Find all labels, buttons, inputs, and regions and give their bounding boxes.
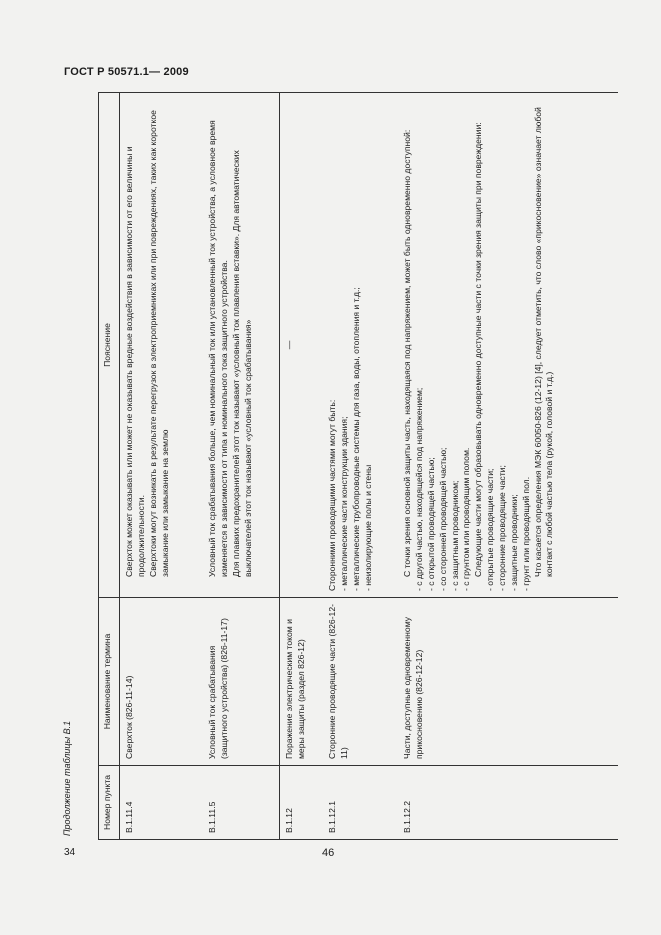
explanation-line: Для плавких предохранителей этот ток называют «условный ток плавления вставки». Для автоматических выключателей этот ток называют «условный ток срабатывания»: [231, 150, 254, 577]
row-number: В.1.12.1: [323, 766, 398, 840]
row-term: Условный ток срабатывания (защитного устройства) (826-11-17): [203, 598, 279, 766]
col-header-number: Номер пункта: [99, 766, 120, 840]
explanation-line: - с другой частью, находящейся под напряжением;: [413, 387, 424, 591]
explanation-line: С точки зрения основной защиты часть, находящаяся под напряжением, может быть одновременно доступной:: [402, 129, 413, 577]
explanation-line: - металлические трубопроводные системы для газа, воды, отопления и т.д.;: [350, 287, 361, 591]
explanation-line: - неизолирующие полы и стены: [362, 464, 373, 591]
explanation-line: Следующие части могут образовывать одновременно доступные части с точки зрения защиты при повреждении:: [473, 122, 484, 577]
row-term: Части, доступные одновременному прикосновению (826-12-12): [398, 598, 618, 766]
table-caption: Продолжение таблицы В.1: [62, 720, 72, 836]
explanation-line: - с защитным проводником;: [449, 480, 460, 591]
explanation-line: - со сторонней проводящей частью;: [437, 447, 448, 591]
row-term: Поражение электрическим током и меры защиты (раздел 826-12): [279, 598, 323, 766]
explanation-line: - защитные проводники;: [508, 494, 519, 591]
row-explanation: [120, 93, 204, 598]
row-explanation: [398, 93, 618, 598]
terms-table: [98, 92, 618, 840]
row-term: Сторонние проводящие части (826-12-11): [323, 598, 398, 766]
row-term: Сверхток (826-11-14): [120, 598, 204, 766]
col-header-term: Наименование термина: [99, 598, 120, 766]
explanation-line: - грунт или проводящий пол.: [520, 476, 531, 591]
table-header-row: [99, 93, 120, 840]
row-explanation: [323, 93, 398, 598]
explanation-line: Что касается определения МЭК 60050-826 (12-12) [4], следует отметить, что слово «прикосновение» означает любой контакт с любой частью тела (рукой, головой и т.д.): [532, 107, 555, 577]
row-number: В.1.12: [279, 766, 323, 840]
explanation-line: - открытые проводящие части;: [485, 468, 496, 591]
table-row: [120, 93, 204, 840]
explanation-line: Сверхток может оказывать или может не оказывать вредные воздействия в зависимости от его величины и продолжительности.: [124, 146, 146, 577]
explanation-line: Сторонними проводящими частями могут быть:: [326, 399, 337, 591]
col-header-explanation: Пояснение: [99, 93, 120, 598]
standard-title: ГОСТ Р 50571.1— 2009: [64, 66, 189, 78]
row-number: В.1.12.2: [398, 766, 618, 840]
table-row: [398, 93, 618, 840]
table-row: [323, 93, 398, 840]
row-number: В.1.11.4: [120, 766, 204, 840]
row-explanation: —: [279, 93, 323, 598]
page-number-left: 34: [64, 847, 76, 858]
row-number: В.1.11.5: [203, 766, 279, 840]
rotated-table-area: [62, 90, 622, 840]
page-number-center: 46: [322, 847, 335, 859]
explanation-line: - металлические части конструкции здания;: [338, 416, 349, 591]
explanation-line: - с открытой проводящей частью;: [425, 457, 436, 591]
explanation-line: Условный ток срабатывания больше, чем номинальный ток или установленный ток устройства, а условное время изменяется в зависимости от типа и номинального тока защитного устройства.: [207, 120, 230, 577]
explanation-line: - с грунтом или проводящим полом.: [461, 447, 472, 591]
explanation-line: Сверхтоки могут возникать в результате перегрузок в электроприемниках или при повреждениях, таких как короткое замыкание или замыкание на землю: [147, 110, 170, 577]
explanation-line: - сторонние проводящие части;: [497, 465, 507, 591]
table-row: [203, 93, 279, 840]
row-explanation: [203, 93, 279, 598]
table-row: [279, 93, 323, 840]
